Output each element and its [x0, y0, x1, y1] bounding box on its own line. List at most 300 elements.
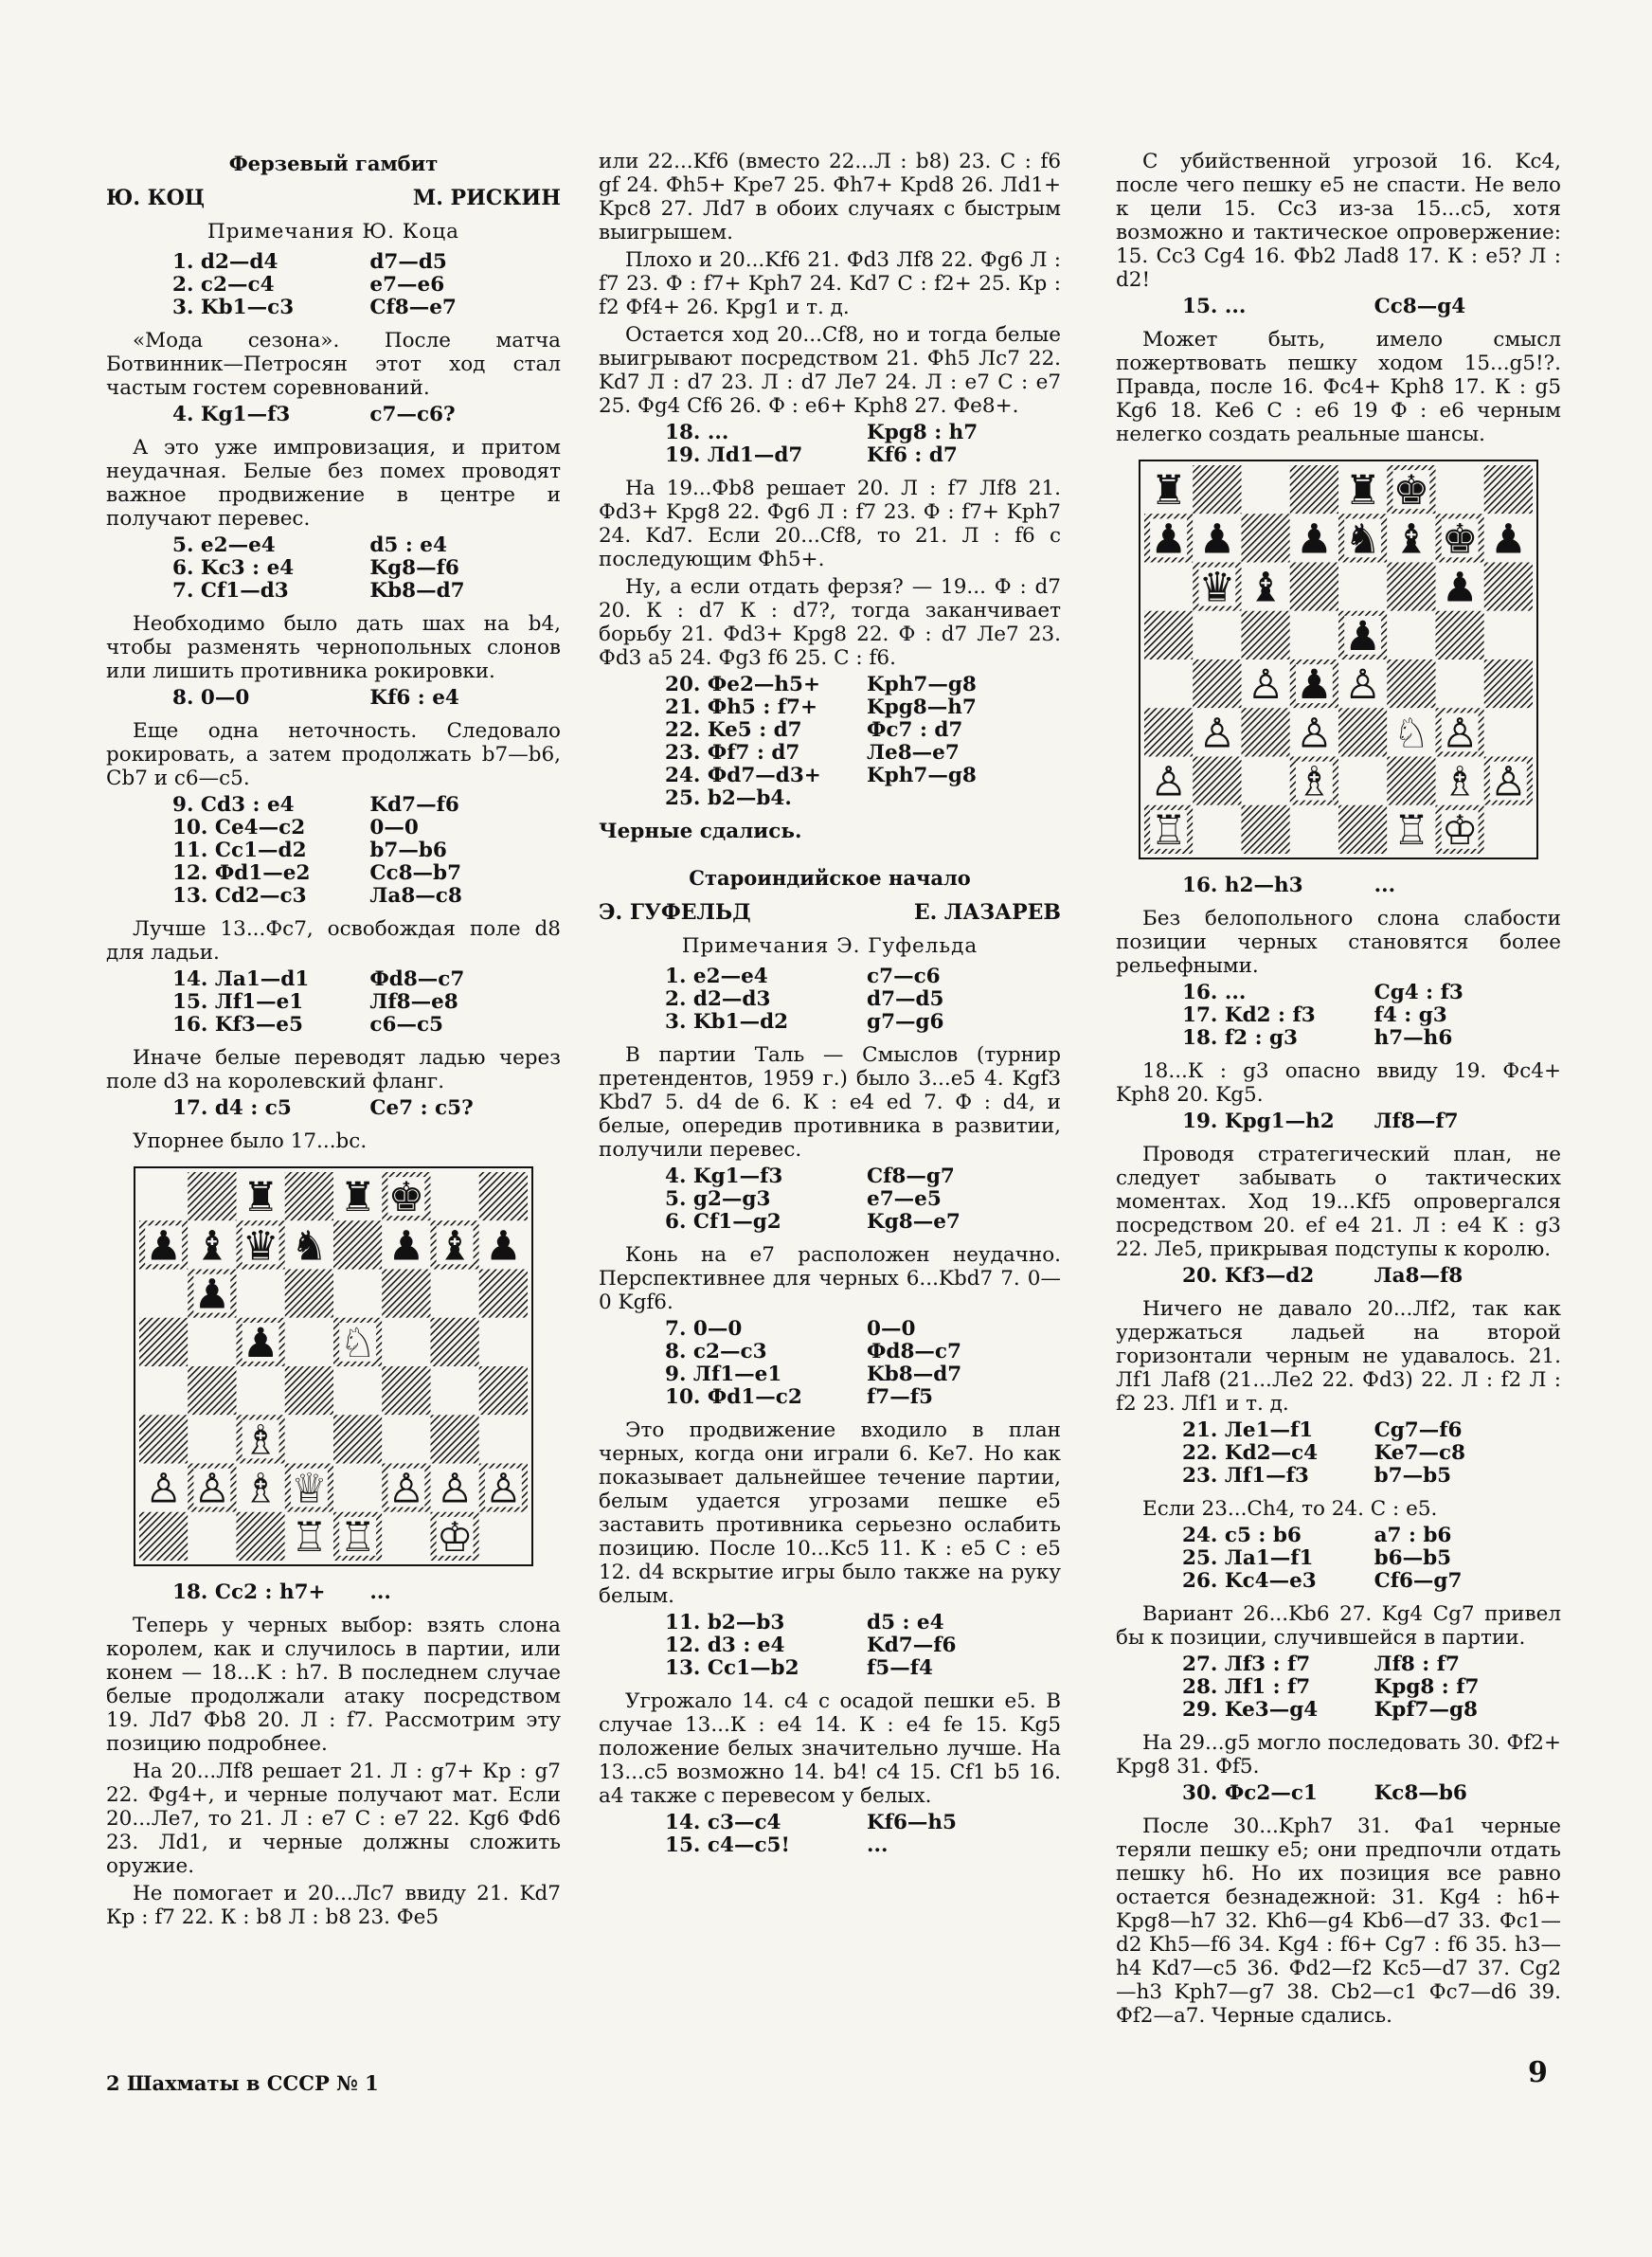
black-bishop-icon: ♝ [1392, 515, 1430, 564]
light-square [382, 1415, 430, 1463]
dark-square [382, 1270, 430, 1318]
black-move: ... [867, 1833, 889, 1857]
move-row [106, 534, 561, 557]
dark-square [1242, 805, 1290, 854]
move-row [106, 991, 561, 1014]
dark-square [1484, 659, 1533, 708]
black-queen-icon: ♛ [1198, 564, 1236, 612]
black-move: Фc7 : d7 [867, 718, 963, 742]
moves [1116, 1110, 1561, 1133]
black-rook-icon: ♜ [1150, 467, 1187, 515]
white-move: 15. Лf1—e1 [172, 990, 304, 1014]
white-move: 22. Ke5 : d7 [665, 718, 802, 742]
black-move: Cg7—f6 [1374, 1418, 1463, 1442]
black-move [867, 787, 1061, 810]
white-knight-icon: ♘ [339, 1319, 376, 1367]
white-rook-icon: ♖ [1392, 806, 1430, 854]
dark-square [333, 1220, 382, 1269]
dark-square [1242, 611, 1290, 659]
black-move: f5—f4 [867, 1656, 933, 1680]
white-move: 30. Фc2—c1 [1182, 1781, 1318, 1805]
white-pawn-icon: ♙ [387, 1465, 425, 1513]
white-queen-icon: ♕ [291, 1465, 328, 1513]
light-square [237, 1270, 285, 1318]
moves [1116, 296, 1561, 318]
black-move: ... [369, 1580, 391, 1604]
black-queen-icon: ♛ [242, 1222, 279, 1271]
page-number: 9 [1528, 2056, 1548, 2089]
black-move: Cf8—g7 [867, 1165, 955, 1188]
comment: Вариант 26...Kb6 27. Kg4 Cg7 привел бы к позиции, случившейся в партии. [1116, 1602, 1561, 1650]
black-pawn-icon: ♟ [1296, 515, 1333, 564]
black-move: d5 : e4 [369, 533, 447, 557]
chess-board [1144, 465, 1533, 854]
move-row [1116, 1027, 1561, 1050]
black-move: a7 : b6 [1374, 1524, 1452, 1547]
players [106, 187, 561, 210]
moves [1116, 875, 1561, 897]
black-move: Kf6—h5 [867, 1811, 958, 1834]
black-move: f7—f5 [867, 1385, 933, 1409]
white-move: 10. Фd1—c2 [665, 1385, 802, 1409]
dark-square [285, 1172, 333, 1220]
black-move: Kg8—e7 [867, 1210, 961, 1234]
white-move: 24. c5 : b6 [1182, 1524, 1302, 1547]
black-move: Kc8—b6 [1374, 1781, 1467, 1805]
black-move: Лa8—c8 [369, 884, 462, 908]
light-square [1484, 611, 1533, 659]
white-move: 10. Ce4—c2 [172, 816, 306, 840]
running-footer: 2 Шахматы в СССР № 1 [106, 2071, 379, 2095]
moves [106, 1097, 561, 1120]
column-1 [106, 150, 561, 1933]
move-row [599, 966, 1061, 988]
white-move: 3. Kb1—d2 [665, 1010, 789, 1034]
light-square [188, 1415, 236, 1463]
black-move: b7—b5 [1374, 1464, 1452, 1488]
light-square [382, 1318, 430, 1366]
chess-diagram [1139, 460, 1538, 859]
dark-square [1338, 805, 1387, 854]
black-knight-icon: ♞ [1344, 515, 1381, 564]
white-move: 15. c4—c5! [665, 1833, 790, 1857]
white-move: 8. 0—0 [172, 686, 250, 710]
white-move: 16. Kf3—e5 [172, 1013, 303, 1037]
light-square [1193, 805, 1241, 854]
black-move: Cg4 : f3 [1374, 981, 1463, 1004]
moves [106, 251, 561, 319]
move-row [599, 1011, 1061, 1034]
moves [599, 1612, 1061, 1680]
moves [599, 674, 1061, 810]
black-move: d7—d5 [369, 250, 447, 274]
move-row [599, 1634, 1061, 1657]
light-square [139, 1366, 188, 1415]
move-row [1116, 1419, 1561, 1442]
black-move: Cf8—e7 [369, 296, 457, 319]
white-move: 29. Ke3—g4 [1182, 1698, 1319, 1722]
dark-square [1387, 563, 1435, 611]
white-pawn-icon: ♙ [436, 1465, 474, 1513]
light-square [1484, 708, 1533, 756]
light-square [139, 1270, 188, 1318]
white-move: 5. g2—g3 [665, 1187, 771, 1211]
game-result: Черные сдались. [599, 820, 802, 843]
move-row [1116, 1110, 1561, 1133]
moves [599, 1812, 1061, 1857]
dark-square [188, 1172, 236, 1220]
dark-square [333, 1415, 382, 1463]
move-row [599, 765, 1061, 787]
white-pawn-icon: ♙ [485, 1465, 522, 1513]
black-move: c7—c6 [867, 965, 941, 988]
light-square [237, 1366, 285, 1415]
dark-square [1193, 757, 1241, 805]
dark-square [1436, 611, 1484, 659]
dark-square [1338, 708, 1387, 756]
light-square [1436, 659, 1484, 708]
annotator: Примечания Э. Гуфельда [681, 934, 979, 958]
move-row [1116, 1442, 1561, 1465]
move-row [106, 862, 561, 885]
light-square [333, 1270, 382, 1318]
light-square [479, 1512, 528, 1561]
light-square [1484, 805, 1533, 854]
white-move: 4. Kg1—f3 [665, 1165, 783, 1188]
comment: Плохо и 20...Kf6 21. Фd3 Лf8 22. Фg6 Л : f7 23. Ф : f7+ Kph7 24. Kd7 С : f2+ 25. Кр : f2 Фf4+ 26. Kpg1 и т. д. [599, 248, 1061, 319]
comment: Ну, а если отдать ферзя? — 19... Ф : d7 20. К : d7 К : d7?, тогда заканчивает борьбу 21. Фd3+ Kpg8 22. Ф : d7 Лe7 23. Фd3 a5 24. Фg3 f6 25. С : f6. [599, 575, 1061, 670]
black-move: Cc8—b7 [369, 861, 462, 885]
move-row [599, 444, 1061, 467]
moves [106, 968, 561, 1037]
comment: Необходимо было дать шах на b4, чтобы разменять чернопольных слонов или лишить противника рокировки. [106, 612, 561, 683]
move-row [599, 1341, 1061, 1363]
black-move: d5 : e4 [867, 1611, 944, 1634]
black-pawn-icon: ♟ [145, 1222, 182, 1271]
comment: На 20...Лf8 решает 21. Л : g7+ Кр : g7 22. Фg4+, и черные получают мат. Если 20...Лe7, то 21. Л : e7 С : e7 22. Kg6 Фd6 23. Лd1, и черные должны сложить оружие. [106, 1760, 561, 1878]
black-move: f4 : g3 [1374, 1003, 1447, 1027]
white-move: 3. Kb1—c3 [172, 296, 295, 319]
black-move: b7—b6 [369, 839, 447, 862]
move-row [106, 817, 561, 840]
move-row [1116, 296, 1561, 318]
black-move: c7—c6? [369, 403, 456, 426]
white-move: 21. Лe1—f1 [1182, 1418, 1314, 1442]
move-row [1116, 1699, 1561, 1722]
black-king-icon: ♚ [1392, 467, 1430, 515]
moves [1116, 1419, 1561, 1488]
comment: 18...К : g3 опасно ввиду 19. Фc4+ Kph8 20. Kg5. [1116, 1059, 1561, 1107]
light-square [1193, 611, 1241, 659]
light-square [382, 1512, 430, 1561]
move-row [106, 687, 561, 710]
white-move: 24. Фd7—d3+ [665, 764, 821, 787]
black-pawn-icon: ♟ [1150, 515, 1187, 564]
comment: Теперь у черных выбор: взять слона королем, как и случилось в партии, или конем — 18...K : h7. В последнем случае белые продолжали атаку посредством 19. Лd7 Фb8 20. Л : f7. Рассмотрим эту позицию подробнее. [106, 1614, 561, 1756]
black-move: Лa8—f8 [1374, 1264, 1463, 1288]
light-square [479, 1415, 528, 1463]
move-row [1116, 1676, 1561, 1699]
white-move: 23. Фf7 : d7 [665, 741, 800, 765]
white-move: 7. Cf1—d3 [172, 579, 289, 603]
black-pawn-icon: ♟ [387, 1222, 425, 1271]
black-move: d7—d5 [867, 987, 944, 1011]
move-row [1116, 982, 1561, 1004]
white-move: 11. b2—b3 [665, 1611, 785, 1634]
dark-square [1290, 563, 1338, 611]
black-move: h7—h6 [1374, 1026, 1453, 1050]
light-square [1338, 757, 1387, 805]
move-row [106, 968, 561, 991]
comment: Лучше 13...Фc7, освобождая поле d8 для ладьи. [106, 917, 561, 965]
light-square [333, 1366, 382, 1415]
comment: Это продвижение входило в план черных, когда они играли 6. Ke7. Но как показывает дальнейшее течение партии, белым удается угрозами пешке e5 заставить противника серьезно ослабить позицию. После 10...Kc5 11. К : e5 С : e5 12. d4 вскрытие игры было также на руку белым. [599, 1418, 1061, 1608]
comment: Если 23...Ch4, то 24. С : e5. [1142, 1497, 1438, 1521]
black-move: Kf6 : e4 [369, 686, 459, 710]
move-row [599, 719, 1061, 742]
black-pawn-icon: ♟ [1344, 612, 1381, 660]
dark-square [479, 1270, 528, 1318]
move-row [1116, 1465, 1561, 1488]
black-move: b6—b5 [1374, 1546, 1452, 1570]
comment: Проводя стратегический план, не следует забывать о тактических моментах. Ход 19...Kf5 опровергался посредством 20. ef e4 21. Л : e4 К : g3 22. Лe5, прикрывая подступы к королю. [1116, 1143, 1561, 1261]
light-square [1290, 805, 1338, 854]
black-rook-icon: ♜ [242, 1174, 279, 1221]
dark-square [382, 1366, 430, 1415]
dark-square [285, 1270, 333, 1318]
white-knight-icon: ♘ [1392, 710, 1430, 758]
white-move: 18. f2 : g3 [1182, 1026, 1298, 1050]
black-pawn-icon: ♟ [1296, 661, 1333, 709]
comment: С убийственной угрозой 16. Kc4, после чего пешку e5 не спасти. Не вело к цели 15. Cc3 из-за 15...c5, хотя возможно и тактическое опровержение: 15. Cc3 Cg4 16. Фb2 Лad8 17. К : e5? Л : d2! [1116, 150, 1561, 292]
comment: Конь на e7 расположен неудачно. Перспективнее для черных 6...Kbd7 7. 0—0 Kgf6. [599, 1243, 1061, 1314]
annotator: Примечания Ю. Коца [207, 220, 459, 244]
comment: Остается ход 20...Cf8, но и тогда белые выигрывают посредством 21. Фh5 Лc7 22. Kd7 Л : d7 23. Л : d7 Лe7 24. Л : e7 С : e7 25. Фg4 Cf6 26. Ф : e6+ Kph8 27. Фe8+. [599, 323, 1061, 418]
move-row [599, 1363, 1061, 1386]
black-bishop-icon: ♝ [436, 1222, 474, 1271]
white-move: 19. Kpg1—h2 [1182, 1110, 1335, 1133]
black-pawn-icon: ♟ [1490, 515, 1527, 564]
black-move: Лf8 : f7 [1374, 1652, 1460, 1676]
white-move: 1. d2—d4 [172, 250, 278, 274]
black-move: Ke7—c8 [1374, 1441, 1465, 1465]
move-row [106, 840, 561, 862]
black-pawn-icon: ♟ [1198, 515, 1236, 564]
move-row [106, 297, 561, 319]
black-move: Лf8—f7 [1374, 1110, 1459, 1133]
move-row [1116, 1653, 1561, 1676]
column-2 [599, 150, 1061, 1867]
black-move: g7—g6 [867, 1010, 944, 1034]
white-move: 26. Kc4—e3 [1182, 1569, 1317, 1593]
move-row [106, 274, 561, 297]
white-move: 14. Лa1—d1 [172, 967, 310, 991]
dark-square [237, 1512, 285, 1561]
black-bishop-icon: ♝ [1247, 564, 1284, 612]
moves [1116, 1653, 1561, 1722]
black-pawn-icon: ♟ [242, 1319, 279, 1367]
black-move: Фd8—c7 [369, 967, 465, 991]
black-player: М. РИСКИН [412, 186, 561, 210]
white-move: 17. d4 : c5 [172, 1096, 292, 1120]
white-move: 11. Cc1—d2 [172, 839, 307, 862]
comment: или 22...Kf6 (вместо 22...Л : b8) 23. С : f6 gf 24. Фh5+ Kpe7 25. Фh7+ Kpd8 26. Лd1+ Kpc8 27. Лd7 в обоих случаях с быстрым выигрышем. [599, 150, 1061, 244]
dark-square [1290, 465, 1338, 514]
white-move: 2. d2—d3 [665, 987, 771, 1011]
white-pawn-icon: ♙ [1198, 710, 1236, 758]
comment: В партии Таль — Смыслов (турнир претендентов, 1959 г.) было 3...e5 4. Kgf3 Kbd7 5. d4 de 6. К : e4 ed 7. Ф : d4, и белые, опередив противника в развитии, получили перевес. [599, 1043, 1061, 1162]
move-row [599, 1386, 1061, 1409]
moves [106, 404, 561, 426]
light-square [1242, 757, 1290, 805]
dark-square [139, 1512, 188, 1561]
move-row [106, 1014, 561, 1037]
black-bishop-icon: ♝ [193, 1222, 231, 1271]
dark-square [1193, 659, 1241, 708]
comment: Без белопольного слона слабости позиции черных становятся более рельефными. [1116, 907, 1561, 978]
white-move: 16. h2—h3 [1182, 874, 1303, 897]
comment: Ничего не давало 20...Лf2, так как удержаться ладьей на второй горизонтали черным не удавалось. 21. Лf1 Лaf8 (21...Лe2 22. Фd3) 22. Л : f2 Л : f2 23. Лf1 и т. д. [1116, 1297, 1561, 1416]
light-square [1338, 563, 1387, 611]
white-move: 27. Лf3 : f7 [1182, 1652, 1311, 1676]
white-move: 6. Kc3 : e4 [172, 556, 295, 580]
black-move: Kg8—f6 [369, 556, 459, 580]
light-square [139, 1172, 188, 1220]
dark-square [1144, 611, 1193, 659]
white-move: 13. Cc1—b2 [665, 1656, 799, 1680]
white-move: 9. Лf1—e1 [665, 1363, 782, 1386]
moves [1116, 982, 1561, 1050]
white-player: Ю. КОЦ [106, 186, 206, 210]
light-square [431, 1366, 479, 1415]
light-square [188, 1512, 236, 1561]
moves [106, 1581, 561, 1604]
moves [106, 794, 561, 908]
dark-square [139, 1318, 188, 1366]
black-player: Е. ЛАЗАРЕВ [913, 900, 1061, 925]
white-move: 23. Лf1—f3 [1182, 1464, 1309, 1488]
white-move: 12. d3 : e4 [665, 1634, 785, 1657]
move-row [106, 580, 561, 603]
black-move: Лf8—e8 [369, 990, 458, 1014]
chess-board [139, 1172, 528, 1561]
light-square [1242, 465, 1290, 514]
light-square [1436, 465, 1484, 514]
moves [599, 1165, 1061, 1234]
dark-square [1387, 659, 1435, 708]
comment: Еще одна неточность. Следовало рокировать, а затем продолжать b7—b6, Cb7 и c6—c5. [106, 719, 561, 790]
black-pawn-icon: ♟ [485, 1222, 522, 1271]
white-move: 13. Cd2—c3 [172, 884, 307, 908]
black-move: Kd7—f6 [369, 793, 459, 817]
game-heading: Староиндийское начало [689, 866, 971, 890]
black-king-icon: ♚ [387, 1174, 425, 1221]
black-move: e7—e6 [369, 273, 445, 297]
white-rook-icon: ♖ [1150, 806, 1187, 854]
black-move: Kd7—f6 [867, 1634, 957, 1657]
moves [599, 966, 1061, 1034]
white-pawn-icon: ♙ [1490, 758, 1527, 806]
comment: Иначе белые переводят ладью через поле d3 на королевский фланг. [106, 1046, 561, 1093]
move-row [1116, 1782, 1561, 1805]
white-bishop-icon: ♗ [1441, 758, 1479, 806]
move-row [599, 988, 1061, 1011]
white-move: 14. c3—c4 [665, 1811, 781, 1834]
light-square [1144, 563, 1193, 611]
white-bishop-icon: ♗ [242, 1417, 279, 1465]
white-move: 7. 0—0 [665, 1317, 743, 1341]
moves [106, 534, 561, 603]
black-move: Cc8—g4 [1374, 295, 1466, 318]
move-row [599, 1211, 1061, 1234]
move-row [106, 794, 561, 817]
light-square [1290, 611, 1338, 659]
white-move: 5. e2—e4 [172, 533, 276, 557]
light-square [431, 1270, 479, 1318]
white-move: 25. Лa1—f1 [1182, 1546, 1314, 1570]
move-row [1116, 875, 1561, 897]
dark-square [1144, 708, 1193, 756]
black-rook-icon: ♜ [1344, 467, 1381, 515]
move-row [599, 1165, 1061, 1188]
moves [1116, 1265, 1561, 1288]
move-row [599, 674, 1061, 696]
players [599, 901, 1061, 925]
white-move: 18. ... [665, 421, 729, 444]
move-row [106, 404, 561, 426]
move-row [106, 1581, 561, 1604]
dark-square [1242, 708, 1290, 756]
dark-square [1484, 465, 1533, 514]
white-move: 12. Фd1—e2 [172, 861, 311, 885]
light-square [285, 1415, 333, 1463]
chess-diagram [134, 1166, 533, 1566]
dark-square [188, 1366, 236, 1415]
black-move: Kph7—g8 [867, 673, 977, 696]
black-move: Cf6—g7 [1374, 1569, 1463, 1593]
move-row [1116, 1004, 1561, 1027]
white-move: 2. c2—c4 [172, 273, 275, 297]
black-move: Kb8—d7 [369, 579, 465, 603]
move-row [1116, 1547, 1561, 1570]
black-move: Лe8—e7 [867, 741, 960, 765]
dark-square [285, 1366, 333, 1415]
dark-square [479, 1172, 528, 1220]
move-row [599, 1612, 1061, 1634]
move-row [599, 742, 1061, 765]
light-square [431, 1172, 479, 1220]
black-move: 0—0 [369, 816, 419, 840]
comment: Может быть, имело смысл пожертвовать пешку ходом 15...g5!?. Правда, после 16. Фc4+ Kph8 17. К : g5 Kg6 18. Ke6 С : e6 19 Ф : e6 черным нелегко создать реальные шансы. [1116, 328, 1561, 446]
black-move: e7—e5 [867, 1187, 942, 1211]
white-pawn-icon: ♙ [1150, 758, 1187, 806]
move-row [599, 1657, 1061, 1680]
moves [599, 1318, 1061, 1409]
white-move: 17. Kd2 : f3 [1182, 1003, 1316, 1027]
comment: Упорнее было 17...bc. [133, 1129, 368, 1153]
white-pawn-icon: ♙ [1247, 661, 1284, 709]
move-row [599, 1188, 1061, 1211]
dark-square [1387, 757, 1435, 805]
move-row [106, 1097, 561, 1120]
white-move: 22. Kd2—c4 [1182, 1441, 1319, 1465]
move-row [106, 885, 561, 908]
white-move: 4. Kg1—f3 [172, 403, 291, 426]
comment: После 30...Kph7 31. Фa1 черные теряли пешку e5; они предпочли отдать пешку h6. Но их позиция все равно остается безнадежной: 31. Kg4 : h6+ Kpg8—h7 32. Kh6—g4 Kb6—d7 33. Фc1—d2 Kh5—f6 34. Kg4 : f6+ Cg7 : f6 35. h3—h4 Kd7—c5 36. Фd2—f2 Kc5—d7 37. Cg2—h3 Kph7—g7 38. Cb2—c1 Фc7—d6 39. Фf2—a7. Черные сдались. [1116, 1815, 1561, 2028]
white-move: 8. c2—c3 [665, 1340, 767, 1363]
moves [599, 422, 1061, 467]
white-king-icon: ♔ [436, 1513, 474, 1561]
